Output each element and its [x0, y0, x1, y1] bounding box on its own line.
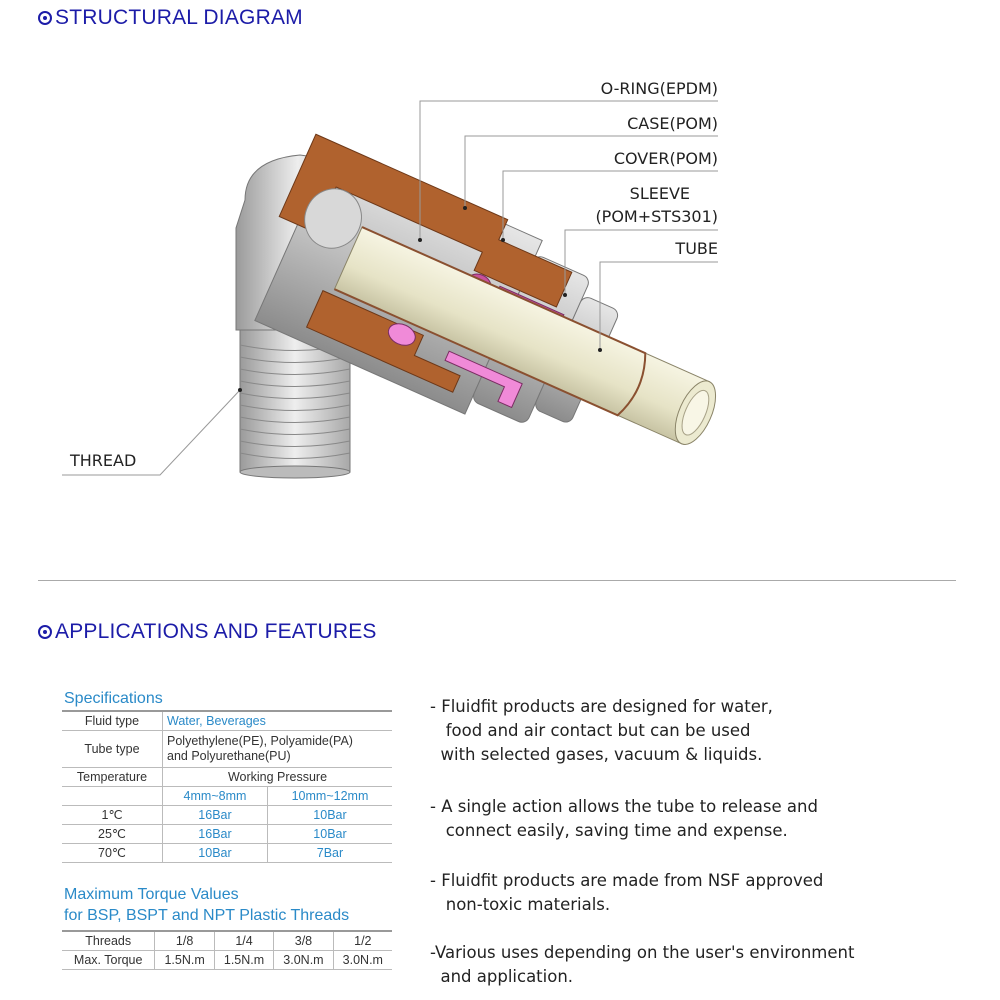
target-bullet-icon: [38, 11, 52, 25]
cell: 3.0N.m: [274, 951, 333, 970]
cell: 70℃: [62, 844, 163, 863]
cell: 1/2: [333, 931, 392, 951]
cell: 16Bar: [163, 825, 268, 844]
torque-title: [64, 884, 349, 926]
label-o-ring: O-RING(EPDM): [600, 79, 718, 98]
specifications-title: Specifications: [64, 690, 163, 707]
cell: 16Bar: [163, 806, 268, 825]
label-cover: COVER(POM): [613, 149, 718, 168]
cell: 7Bar: [267, 844, 392, 863]
label-sleeve-material: (POM+STS301): [595, 207, 718, 226]
cell: Working Pressure: [163, 768, 393, 787]
torque-title-line: Maximum Torque Values: [64, 886, 239, 903]
cell: 10Bar: [267, 825, 392, 844]
cell: 1.5N.m: [214, 951, 273, 970]
cell-line: Polyethylene(PE), Polyamide(PA): [167, 734, 353, 748]
specifications-table: [62, 710, 392, 863]
cell: Threads: [62, 931, 155, 951]
cell: 1/8: [155, 931, 214, 951]
feature-item: - Fluidfit products are made from NSF approved non-toxic materials.: [430, 871, 824, 914]
target-bullet-icon: [38, 625, 52, 639]
cell: Tube type: [62, 731, 163, 768]
heading-text: APPLICATIONS AND FEATURES: [55, 620, 377, 643]
cell: 10Bar: [163, 844, 268, 863]
cell: 1.5N.m: [155, 951, 214, 970]
label-case: CASE(POM): [627, 114, 718, 133]
applications-heading: [38, 620, 377, 644]
structural-diagram-heading: [38, 6, 303, 30]
cell-line: and Polyurethane(PU): [167, 749, 291, 763]
label-thread: THREAD: [70, 451, 137, 470]
torque-table: [62, 930, 392, 970]
cell: 25℃: [62, 825, 163, 844]
cell: 1/4: [214, 931, 273, 951]
label-sleeve: SLEEVE: [629, 184, 690, 203]
cell: 10mm~12mm: [267, 787, 392, 806]
section-divider: [38, 580, 956, 581]
fitting-structural-diagram: [0, 40, 1000, 560]
feature-item: -Various uses depending on the user's environment and application.: [430, 943, 855, 986]
cell: 3.0N.m: [333, 951, 392, 970]
feature-item: - A single action allows the tube to release and connect easily, saving time and expense.: [430, 797, 818, 840]
cell: Max. Torque: [62, 951, 155, 970]
torque-title-line: for BSP, BSPT and NPT Plastic Threads: [64, 907, 350, 924]
cell: Water, Beverages: [163, 711, 393, 731]
heading-text: STRUCTURAL DIAGRAM: [55, 6, 303, 29]
cell: 4mm~8mm: [163, 787, 268, 806]
cell: Fluid type: [62, 711, 163, 731]
feature-item: - Fluidfit products are designed for water, food and air contact but can be used with selected gases, vacuum & liquids.: [430, 697, 773, 764]
cell: 3/8: [274, 931, 333, 951]
cell: 10Bar: [267, 806, 392, 825]
cell: Temperature: [62, 768, 163, 787]
cell: 1℃: [62, 806, 163, 825]
label-tube: TUBE: [675, 239, 718, 258]
